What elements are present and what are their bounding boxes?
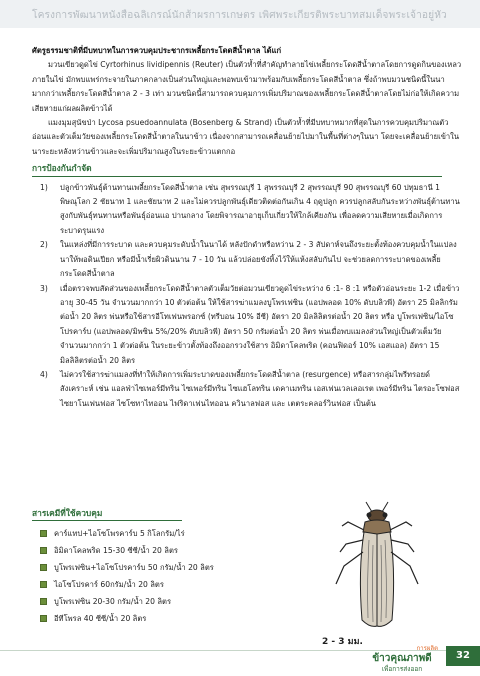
step-item [32, 181, 462, 239]
square-bullet-icon [40, 615, 47, 622]
chemicals-section [32, 506, 282, 627]
chemicals-list [32, 525, 282, 627]
step-text: ไม่ควรใช้สารฆ่าแมลงที่ทำให้เกิดการเพิ่มระบาดของเพลี้ยกระโดดสีน้ำตาล (resurgence) หรือสารกลุ่มไพรีทรอยด์สังเคราะห์ เช่น แอลฟ่าไซเพอร์มีทริน ไซเพอร์มีทริน ไซแฮโลทริน เดคาเมทริน เอสเฟนเวลเลอเรต เพอร์มีทริน ไตรอะโซฟอส ไซยาโนเฟนฟอส ไซโซทาไทออน ไฟริดาเฟนไทออน ควินาลฟอส และ เตตระคลอร์วินฟอส เป็นต้น [60, 369, 460, 408]
prevention-title: การป้องกันกำจัด [32, 163, 92, 174]
prevention-steps [32, 181, 462, 412]
square-bullet-icon [40, 564, 47, 571]
chemical-text: บูโพรเฟซิน+ไอโซโปรคาร์บ 50 กรัม/น้ำ 20 ลิตร [54, 563, 214, 572]
intro-paragraph-2: แมงมุมสุนัขป่า Lycosa psuedoannulata (Bosenberg & Strand) เป็นตัวห้ำที่มีบทบาทมากที่สุดในการควบคุมปริมาณตัวอ่อนและตัวเต็มวัยของเพลี้ยกระโดดสีน้ำตาลในนาข้าว เนื่องจากสามารถเคลื่อนย้ายไปมาในพื้นที่ต่างๆในนา โดยจะเคลื่อนย้ายเข้าในนาระยะหลังหว่านข้าวและจะเพิ่มปริมาณสูงในระยะข้าวแตกกอ [32, 118, 460, 156]
intro-heading-text: ศัตรูธรรมชาติที่มีบทบาทในการควบคุมประชากรเพลี้ยกระโดดสีน้ำตาล [32, 46, 261, 55]
step-number: 3) [40, 283, 48, 293]
step-number: 2) [40, 240, 48, 250]
step-text: ปลูกข้าวพันธุ์ต้านทานเพลี้ยกระโดดสีน้ำตาล เช่น สุพรรณบุรี 1 สุพรรณบุรี 2 สุพรรณบุรี 90 สุพรรณบุรี 60 ปทุมธานี 1 พิษณุโลก 2 ชัยนาท 1 และชัยนาท 2 และไม่ควรปลูกพันธุ์เดียวติดต่อกันเกิน 4 ฤดูปลูก ควรปลูกสลับกันระหว่างพันธุ์ต้านทานสูงกับพันธุ์ทนทานหรือพันธุ์อ่อนแอ ปานกลาง โดยพิจารณาอายุเก็บเกี่ยวให้ใกล้เคียงกัน เพื่อลดความเสียหายเมื่อเกิดการระบาดรุนแรง [60, 182, 460, 235]
chemical-item [32, 593, 282, 610]
magazine-logo [358, 645, 446, 673]
square-bullet-icon [40, 581, 47, 588]
chemical-item [32, 542, 282, 559]
chemical-text: บูโพรเฟซิน 20-30 กรัม/น้ำ 20 ลิตร [54, 597, 172, 606]
magazine-logo-title: ข้าวคุณภาพดี [372, 653, 432, 664]
chemicals-title: สารเคมีที่ใช้ควบคุม [32, 508, 103, 518]
chemical-text: อิมิดาโคลพริด 15-30 ซีซี/น้ำ 20 ลิตร [54, 546, 178, 555]
chemical-text: ไอโซโปรคาร์ 60กรัม/น้ำ 20 ลิตร [54, 580, 164, 589]
brown-planthopper-illustration [322, 500, 432, 635]
step-number: 1) [40, 182, 48, 192]
magazine-logo-small: การผลิต [416, 645, 438, 652]
intro-paragraph-1: มวนเขียวดูดไข่ Cyrtorhinus lividipennis (Reuter) เป็นตัวห้ำที่สำคัญทำลายไข่เพลี้ยกระโดดสีน้ำตาลโดยการดูดกินของเหลวภายในไข่ มักพบแพร่กระจายในภาคกลางเป็นส่วนใหญ่และพอพบเข้ามาพร้อมกับเพลี้ยกระโดดสีน้ำตาล ซึ่งถ้าพบมวนชนิดนี้ในนามากกว่าเพลี้ยกระโดดสีน้ำตาล 2 - 3 เท่า มวนชนิดนี้สามารถควบคุมการเพิ่มปริมาณของเพลี้ยกระโดดสีน้ำตาลโดยไม่ก่อให้เกิดความเสียหายแก่ผลผลิตข้าวได้ [32, 60, 462, 113]
chemical-item [32, 610, 282, 627]
square-bullet-icon [40, 530, 47, 537]
step-item [32, 368, 462, 411]
running-header [0, 0, 480, 28]
chemicals-rule [32, 520, 182, 521]
chemical-item [32, 576, 282, 593]
step-text: ในแหล่งที่มีการระบาด และควบคุมระดับน้ำในนาได้ หลังปักดำหรือหว่าน 2 - 3 สัปดาห์จนถึงระยะตั้งท้องควบคุมน้ำในแปลงนาให้พอดินเปียก หรือมีน้ำเรี่ยผิวดินนาน 7 - 10 วัน แล้วปล่อยขังทิ้งไว้ให้แห้งสลับกันไป จะช่วยลดการระบาดของเพลี้ยกระโดดสีน้ำตาล [60, 240, 457, 279]
prevention-rule [32, 176, 442, 177]
square-bullet-icon [40, 598, 47, 605]
chemical-item [32, 559, 282, 576]
square-bullet-icon [40, 547, 47, 554]
intro-heading-suffix: ได้แก่ [262, 46, 282, 55]
step-text: เมื่อตรวจพบสัดส่วนของเพลี้ยกระโดดสีน้ำตาลตัวเต็มวัยต่อมวนเขียวดูดไข่ระหว่าง 6 :1- 8 :1 หรือตัวอ่อนระยะ 1-2 เมื่อข้าวอายุ 30-45 วัน จำนวนมากกว่า 10 ตัวต่อต้น ให้ใช้สารฆ่าแมลงบูโพรเฟซิน (แอปพลอด 10% ดับบลิวพี) อัตรา 25 มิลลิกรัมต่อน้ำ 20 ลิตร พ่นหรือใช้สารอีโทเฟนพรอกซ์ (ทรีบอน 10% อีซี) อัตรา 20 มิลลิลิตรต่อน้ำ 20 ลิตร หรือ บูโพรเฟซิน/ไอโซโปรคาร์บ (แอปพลอด/มิพซิน 5%/20% ดับบลิวพี) อัตรา 50 กรัมต่อน้ำ 20 ลิตร พ่นเมื่อพบแมลงส่วนใหญ่เป็นตัวเต็มวัยจำนวนมากกว่า 1 ตัวต่อต้น ในระยะข้าวตั้งท้องถึงออกรวงใช้สาร อิมิดาโคลพริด (คอนฟิดอร์ 10% เอสแอล) อัตรา 15 มิลลิลิตรต่อน้ำ 20 ลิตร [60, 283, 460, 365]
magazine-logo-subtitle: เพื่อการส่งออก [381, 665, 423, 673]
scale-label: 2 - 3 มม. [322, 637, 363, 647]
step-item [32, 282, 462, 368]
running-header-title: โครงการพัฒนาหนังสือฉลิเกรณ์นักส้าผรการเกษตร เพิศพระเกียรติพระบาทสมเด็จพระเจ้าอยู่หัว [32, 10, 447, 21]
step-item [32, 238, 462, 281]
page-number: 32 [446, 646, 480, 666]
article-body [32, 44, 462, 411]
intro-heading [32, 44, 462, 58]
chemical-item [32, 525, 282, 542]
chemical-text: คาร์แทป+ไอโซโพรคาร์บ 5 กิโลกรัม/ไร่ [54, 529, 185, 538]
chemical-text: อีทีโพรล 40 ซีซี/น้ำ 20 ลิตร [54, 614, 147, 623]
step-number: 4) [40, 369, 48, 379]
